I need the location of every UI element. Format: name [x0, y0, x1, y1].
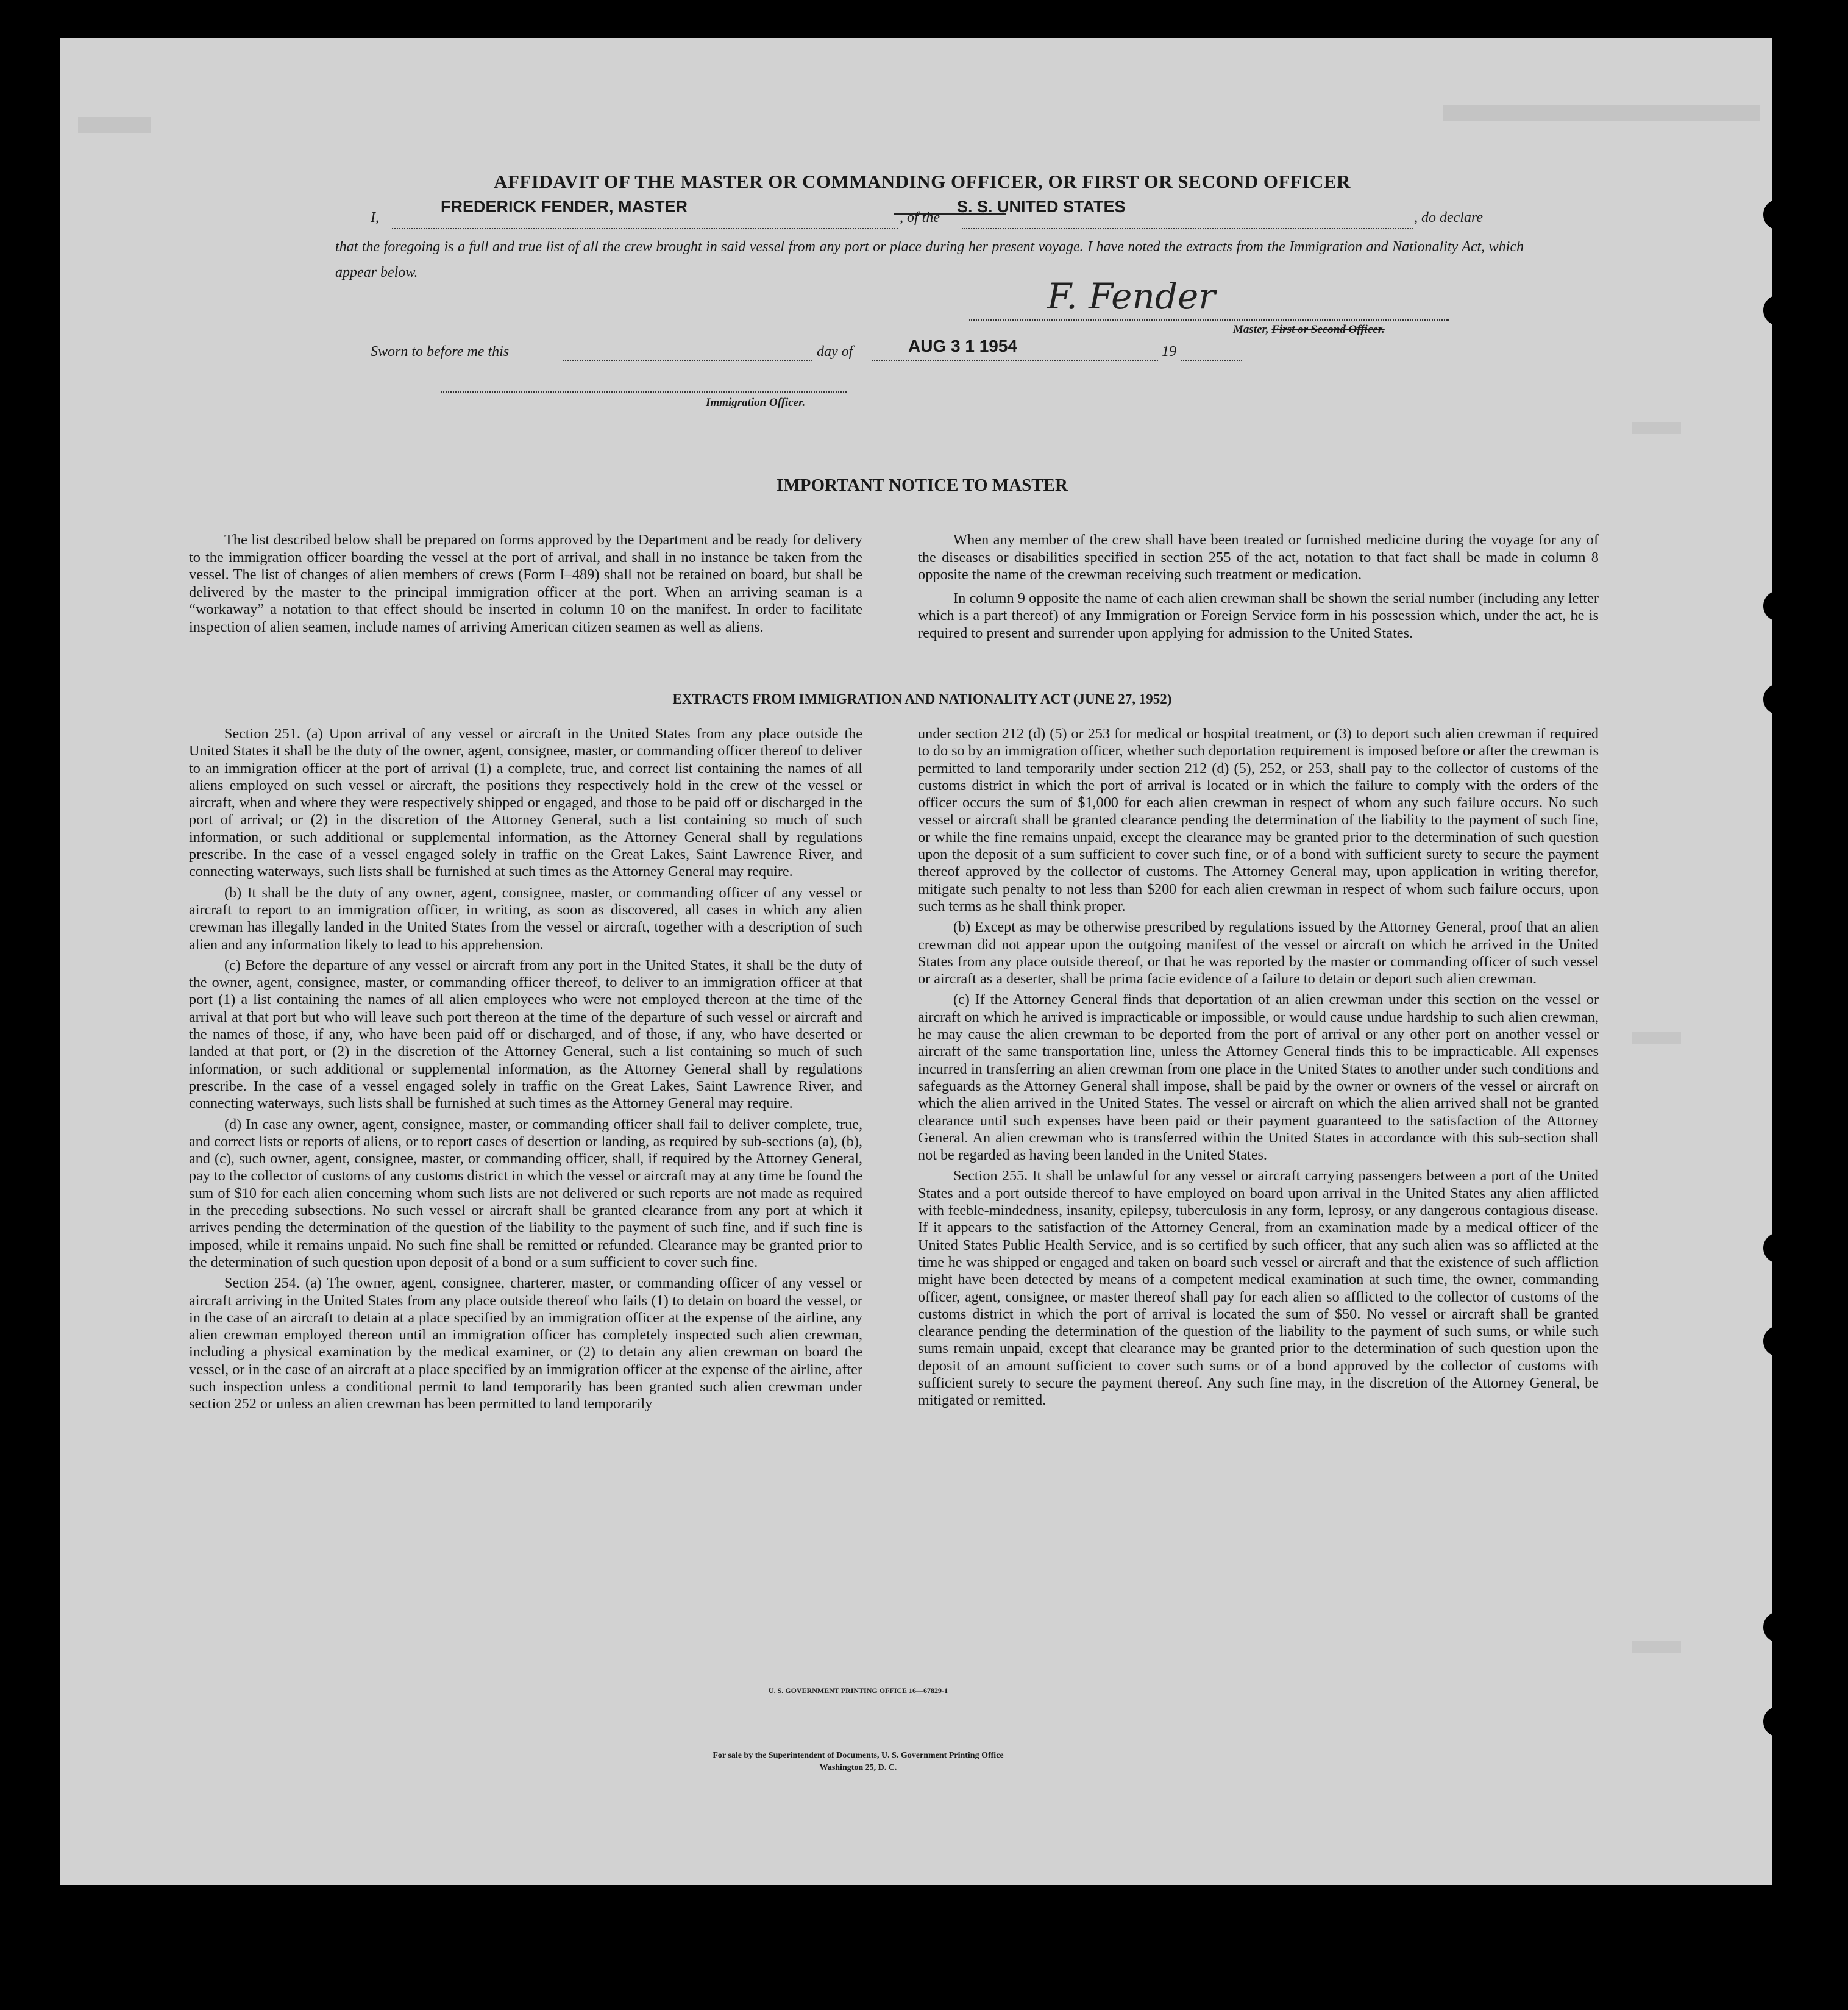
- section-255: Section 255. It shall be unlawful for any vessel or aircraft carrying passengers between a port of the United States and a port outside thereof to have employed on board upon arrival in the United States any alien afflicted with feeble-mindedness, insanity, epilepsy, tuberculosis in any form, leprosy, or any dangerous contagious disease. If it appears to the satisfaction of the Attorney General, from an examination made by a medical officer of the United States Public Health Service, and is so certified by such officer, that any such alien was so afflicted at the time he was shipped or engaged and taken on board such vessel or aircraft and that the existence of such affliction might have been detected by means of a competent medical examination at such time, the owner, commanding officer, agent, consignee, or master thereof shall pay for each alien so afflicted to the collector of customs of the customs district in which the port of arrival is located the sum of $50. No vessel or aircraft shall be granted clearance pending the determination of the question of the liability to the payment of such sums, or while such sums remain unpaid, except that clearance may be granted prior to the determination of such question upon the deposit of an amount sufficient to cover such sums or of a bond approved by the collector of customs with sufficient surety to secure the payment thereof. Any such fine may, in the discretion of the Attorney General, be mitigated or remitted.: [918, 1167, 1599, 1409]
- section-254-a-continued: under section 212 (d) (5) or 253 for medical or hospital treatment, or (3) to deport such alien crewman if required to do so by an immigration officer, whether such deportation requirement is imposed before or after the crewman is permitted to land temporarily under section 212 (d) (5), 252, or 253, shall pay to the collector of customs of the customs district in which the port of arrival is located or in which the failure to comply with the orders of the officer occurs the sum of $1,000 for each alien crewman in respect of whom any such failure occurs. No such vessel or aircraft shall be granted clearance pending the determination of the liability to the payment of such fine, or while the fine remains unpaid, except the clearance may be granted prior to the determination of such question upon the deposit of a sum sufficient to cover such fine, or of a bond with sufficient surety to secure the payment thereof approved by the collector of customs. The Attorney General may, upon application in writing therefor, mitigate such penalty to not less than $200 for each alien crewman in respect of whom such failure occurs, upon such terms as he shall think proper.: [918, 725, 1599, 914]
- section-251-d: (d) In case any owner, agent, consignee, master, or commanding officer shall fail to deliver complete, true, and correct lists or reports of aliens, or to report cases of desertion or landing, as required by sub-sections (a), (b), and (c), such owner, agent, consignee, master, or commanding officer, shall, if required by the Attorney General, pay to the collector of customs of any customs district in which the vessel or aircraft may at any time be found the sum of $10 for each alien concerning whom such lists are not delivered or such reports are not made as required in the preceding subsections. No such vessel or aircraft shall be granted clearance from any port at which it arrives pending the determination of the question of the liability to the payment of such fine, and if such fine is imposed, while it remains unpaid. No such fine shall be remitted or refunded. Clearance may be granted prior to the determination of such question upon deposit of a bond or a sum sufficient to cover such fine.: [189, 1116, 862, 1271]
- sworn-prefix: Sworn to before me this: [371, 344, 510, 360]
- struck-officer-label: First or Second Officer.: [1271, 323, 1385, 336]
- signature-line: [969, 319, 1449, 321]
- notice-paragraph: The list described below shall be prepared on forms approved by the Department and be ready for delivery to the immigration officer boarding the vessel at the port of arrival, and shall in no instance be taken from the vessel. The list of changes of alien members of crews (Form I–489) shall not be retained on board, but shall be delivered by the master to the principal immigration officer at the port. When an arriving seaman is a “workaway” a notation to that effect should be inserted in column 10 on the manifest. In order to facilitate inspection of alien seamen, include names of arriving American citizen seamen as well as aliens.: [189, 532, 862, 635]
- sale-notice-line-2: Washington 25, D. C.: [819, 1763, 897, 1772]
- sale-notice-line-1: For sale by the Superintendent of Documents, U. S. Government Printing Office: [713, 1751, 1004, 1760]
- year-underline: [1181, 360, 1242, 361]
- sworn-date-underline: [872, 360, 1158, 361]
- extracts-right-column: [918, 725, 1599, 1409]
- sworn-day-underline: [563, 360, 812, 361]
- affidavit-title: AFFIDAVIT OF THE MASTER OR COMMANDING OFFICER, OR FIRST OR SECOND OFFICER: [494, 171, 1351, 192]
- declaration-prefix: I,: [371, 210, 379, 226]
- section-251-b: (b) It shall be the duty of any owner, agent, consignee, master, or commanding officer of any vessel or aircraft to report to an immigration officer, in writing, as soon as discovered, all cases in which any alien crewman has illegally landed in the United States from the vessel or aircraft, together with a description of such alien and any information likely to lead to his apprehension.: [189, 884, 862, 953]
- notice-left-column: [189, 532, 862, 636]
- date-stamp: AUG 3 1 1954: [908, 337, 1017, 355]
- master-label: Master,: [1233, 323, 1269, 336]
- section-254-c: (c) If the Attorney General finds that deportation of an alien crewman under this section on the vessel or aircraft on which he arrived is impracticable or impossible, or would cause undue hardship to such alien crewman, he may cause the alien crewman to be deported from the port of arrival or any other port on another vessel or aircraft of the same transportation line, unless the Attorney General finds this to be impracticable. All expenses incurred in transferring an alien crewman from one place in the United States to another under such conditions and safeguards as the Attorney General shall impose, shall be paid by the owner or owners of the vessel or aircraft on which the alien arrived in the United States. The vessel or aircraft on which the alien arrived shall not be granted clearance until such expenses have been paid or their payment guaranteed to the satisfaction of the Attorney General. An alien crewman who is transferred within the United States in accordance with this sub-section shall not be regarded as having been landed in the United States.: [918, 991, 1599, 1164]
- notice-paragraph: When any member of the crew shall have been treated or furnished medicine during the voyage for any of the diseases or disabilities specified in section 255 of the act, notation to that fact shall be made in column 8 opposite the name of the crewman receiving such treatment or medication.: [918, 532, 1599, 583]
- day-of-label: day of: [817, 344, 853, 360]
- document-page: [60, 38, 1772, 1885]
- section-251-c: (c) Before the departure of any vessel or aircraft from any port in the United States, it shall be the duty of the owner, agent, consignee, master, or commanding officer thereof, to deliver to an immigration officer at that port (1) a list containing the names of all alien employees who were not employed thereon at the time of the arrival at that port but who will leave such port thereon at the time of the departure of such vessel or aircraft and the names of those, if any, who have been paid off or discharged, and of those, if any, who have deserted or landed at that port, or (2) in the discretion of the Attorney General, such a list containing so much of such information, or such additional or supplemental information, as the Attorney General shall by regulations prescribe. In the case of a vessel engaged solely in traffic on the Great Lakes, Saint Lawrence River, and connecting waterways, such lists shall be furnished at such times as the Attorney General may require.: [189, 957, 862, 1112]
- year-prefix: 19: [1162, 344, 1176, 360]
- name-underline: [392, 228, 898, 229]
- punch-hole: [1763, 1326, 1794, 1356]
- printer-line: U. S. GOVERNMENT PRINTING OFFICE 16—67829-1: [768, 1686, 948, 1695]
- vessel-underline: [962, 228, 1413, 229]
- vessel-name-field: S. S. UNITED STATES: [957, 198, 1126, 216]
- section-254-a: Section 254. (a) The owner, agent, consignee, charterer, master, or commanding officer of any vessel or aircraft arriving in the United States from any place outside thereof who fails (1) to detain on board the vessel, or in the case of an aircraft to detain at a place specified by an immigration officer at the expense of the airline, any alien crewman employed thereon until an immigration officer has completely inspected such alien crewman, including a physical examination by the medical examiner, or (2) to detain any alien crewman on board the vessel, or in the case of an aircraft at a place specified by an immigration officer at the expense of the airline, after such inspection unless a conditional permit to land temporarily has been granted such alien crewman under section 252 or unless an alien crewman has been permitted to land temporarily: [189, 1275, 862, 1413]
- notice-heading: IMPORTANT NOTICE TO MASTER: [777, 476, 1068, 495]
- notice-paragraph: In column 9 opposite the name of each alien crewman shall be shown the serial number (including any letter which is a part thereof) of any Immigration or Foreign Service form in his possession which, under the act, he is required to present and surrender upon applying for admission to the United States.: [918, 590, 1599, 641]
- master-name-field: FREDERICK FENDER, MASTER: [441, 198, 688, 216]
- section-254-b: (b) Except as may be otherwise prescribed by regulations issued by the Attorney General, proof that an alien crewman did not appear upon the outgoing manifest of the vessel or aircraft on which he arrived in the United States from any place outside thereof, or that he was reported by the master or commanding officer of such vessel or aircraft as a deserter, shall be prima facie evidence of a failure to detain or deport such alien crewman.: [918, 919, 1599, 988]
- extracts-left-column: [189, 725, 862, 1413]
- punch-hole: [1763, 199, 1794, 230]
- notice-right-column: [918, 532, 1599, 642]
- extracts-heading: EXTRACTS FROM IMMIGRATION AND NATIONALITY ACT (JUNE 27, 1952): [672, 691, 1172, 707]
- section-251-a: Section 251. (a) Upon arrival of any vessel or aircraft in the United States from any place outside the United States it shall be the duty of the owner, agent, consignee, master, or commanding officer thereof to deliver to an immigration officer at the port of arrival (1) a complete, true, and correct list containing the names of all aliens employed on such vessel or aircraft, the positions they respectively hold in the crew of the vessel or aircraft, when and where they were respectively shipped or engaged, and those to be paid off or discharged in the port of arrival; or (2) in the discretion of the Attorney General, such a list containing so much of such information, or such additional or supplemental information, as the Attorney General shall by regulations prescribe. In the case of a vessel engaged solely in traffic on the Great Lakes, Saint Lawrence River, and connecting waterways, such lists shall be furnished at such times as the Attorney General may require.: [189, 725, 862, 880]
- punch-hole: [1763, 684, 1794, 715]
- declaration-text: that the foregoing is a full and true list of all the crew brought in said vessel from any port or place during her present voyage. I have noted the extracts from the Immigration and Nationality Act, which appear below.: [335, 239, 1524, 280]
- immigration-officer-label: Immigration Officer.: [706, 396, 806, 409]
- punch-hole: [1763, 591, 1794, 621]
- punch-hole: [1763, 1706, 1794, 1737]
- signature-caption: [1233, 323, 1385, 337]
- punch-hole: [1763, 1612, 1794, 1642]
- punch-hole: [1763, 295, 1794, 326]
- punch-hole: [1763, 1233, 1794, 1263]
- do-declare-label: , do declare: [1414, 210, 1484, 226]
- officer-line: [441, 391, 847, 393]
- master-signature: F. Fender: [1047, 276, 1216, 317]
- of-the-label: , of the: [900, 210, 940, 226]
